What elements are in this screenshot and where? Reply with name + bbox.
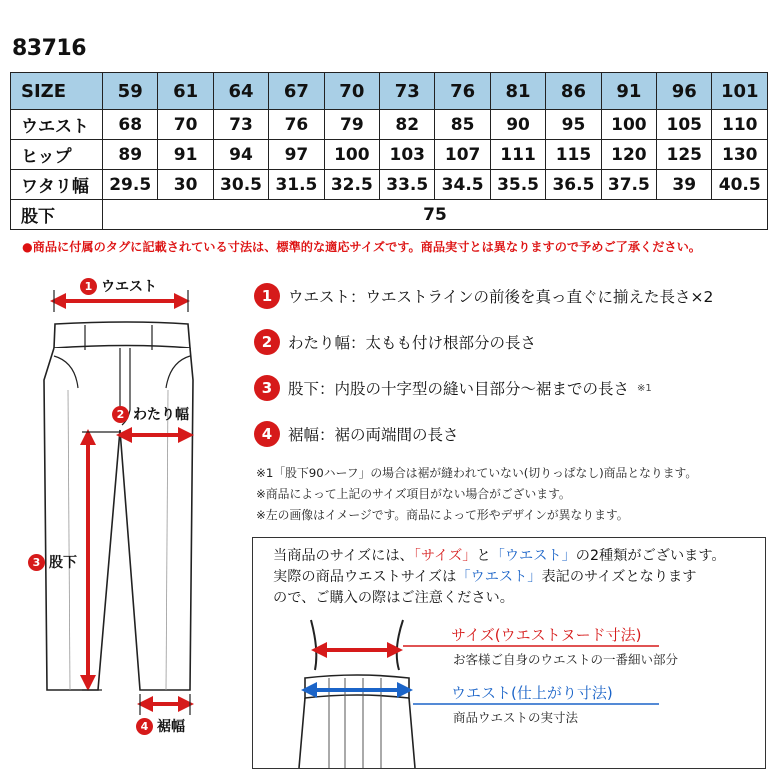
table-cell: 29.5 [103,170,158,200]
label-thigh [112,404,189,424]
label-waist-text: ウエスト [101,279,157,295]
header-cell: 73 [380,73,435,110]
header-cell: 76 [435,73,490,110]
definition-hem [254,421,713,447]
text: の2種類がございます。 [575,548,726,564]
table-cell: 33.5 [380,170,435,200]
table-cell: 70 [158,110,213,140]
size-info-box [252,537,766,769]
pants-illustration [30,270,230,740]
table-cell: 91 [158,140,213,170]
measurement-definitions [254,283,713,467]
product-code: 83716 [12,36,87,61]
text: と [476,548,491,564]
number-badge-1: 1 [254,283,280,309]
waist-finished-label: ウエスト(仕上がり寸法) [451,684,613,702]
definition-waist [254,283,713,309]
table-cell: 75 [103,200,768,230]
highlight-waist: 「ウエスト」 [490,548,576,564]
highlight-waist: 「ウエスト」 [456,569,542,585]
definition-thigh [254,329,713,355]
highlight-size: 「サイズ」 [413,548,477,564]
label-hem [136,716,185,736]
table-cell: 130 [712,140,768,170]
definition-text: ウエスト：ウエストラインの前後を真っ直ぐに揃えた長さ×2 [288,288,714,306]
header-cell: 70 [324,73,379,110]
text: 当商品のサイズには、 [273,548,414,564]
table-cell: 110 [712,110,768,140]
header-cell: 59 [103,73,158,110]
table-cell: 36.5 [546,170,601,200]
header-cell: 96 [657,73,712,110]
table-cell: 30.5 [213,170,268,200]
definition-text: 股下：内股の十字型の縫い目部分～裾までの長さ [288,380,630,398]
row-label: ヒップ [11,140,103,170]
size-table [10,72,768,230]
table-cell: 90 [490,110,545,140]
row-label: 股下 [11,200,103,230]
table-cell: 34.5 [435,170,490,200]
table-cell: 32.5 [324,170,379,200]
table-cell: 107 [435,140,490,170]
table-cell: 115 [546,140,601,170]
number-badge-1: 1 [80,278,97,295]
definition-text: わたり幅：太もも付け根部分の長さ [288,334,537,352]
table-cell: 73 [213,110,268,140]
table-cell: 82 [380,110,435,140]
table-cell: 94 [213,140,268,170]
number-badge-4: 4 [254,421,280,447]
table-cell: 40.5 [712,170,768,200]
text: ので、ご購入の際はご注意ください。 [273,590,514,606]
label-inseam [28,552,77,572]
number-badge-2: 2 [254,329,280,355]
table-header-row [11,73,768,110]
table-cell: 31.5 [269,170,324,200]
row-label: ウエスト [11,110,103,140]
number-badge-4: 4 [136,718,153,735]
text: 実際の商品ウエストサイズは [273,569,457,585]
row-label: ワタリ幅 [11,170,103,200]
number-badge-2: 2 [112,406,129,423]
table-cell: 37.5 [601,170,656,200]
size-nude-label: サイズ(ウエストヌード寸法) [451,626,642,644]
table-row [11,170,768,200]
table-row [11,200,768,230]
header-cell: 101 [712,73,768,110]
table-cell: 120 [601,140,656,170]
table-cell: 100 [601,110,656,140]
header-cell: SIZE [11,73,103,110]
label-hem-text: 裾幅 [157,719,185,735]
table-cell: 95 [546,110,601,140]
table-cell: 85 [435,110,490,140]
header-cell: 86 [546,73,601,110]
table-cell: 76 [269,110,324,140]
number-badge-3: 3 [254,375,280,401]
pants-diagram [30,270,230,744]
text: 表記のサイズとなります [541,569,697,585]
header-cell: 67 [269,73,324,110]
table-cell: 39 [657,170,712,200]
header-cell: 64 [213,73,268,110]
table-cell: 105 [657,110,712,140]
size-nude-description: お客様ご自身のウエストの一番細い部分 [453,652,679,667]
header-cell: 81 [490,73,545,110]
label-inseam-text: 股下 [49,555,77,571]
definition-inseam [254,375,713,401]
label-waist [80,276,157,296]
table-cell: 125 [657,140,712,170]
number-badge-3: 3 [28,554,45,571]
table-cell: 97 [269,140,324,170]
table-cell: 79 [324,110,379,140]
small-note-1: ※1「股下90ハーフ」の場合は裾が縫われていない(切りっぱなし)商品となります。 [256,466,698,480]
small-note-2: ※商品によって上記のサイズ項目がない場合がございます。 [256,487,571,501]
label-thigh-text: わたり幅 [133,407,189,423]
table-cell: 111 [490,140,545,170]
table-row [11,140,768,170]
table-cell: 89 [103,140,158,170]
table-cell: 68 [103,110,158,140]
definition-text: 裾幅：裾の両端間の長さ [288,426,459,444]
table-row [11,110,768,140]
table-cell: 30 [158,170,213,200]
size-notice: ●商品に付属のタグに記載されている寸法は、標準的な適応サイズです。商品実寸とは異なりますので予めご了承ください。 [22,240,701,254]
header-cell: 91 [601,73,656,110]
small-note-3: ※左の画像はイメージです。商品によって形やデザインが異なります。 [256,508,629,522]
header-cell: 61 [158,73,213,110]
footnote-marker: ※1 [637,382,652,394]
waist-finished-description: 商品ウエストの実寸法 [453,710,579,725]
table-cell: 35.5 [490,170,545,200]
table-cell: 100 [324,140,379,170]
table-cell: 103 [380,140,435,170]
